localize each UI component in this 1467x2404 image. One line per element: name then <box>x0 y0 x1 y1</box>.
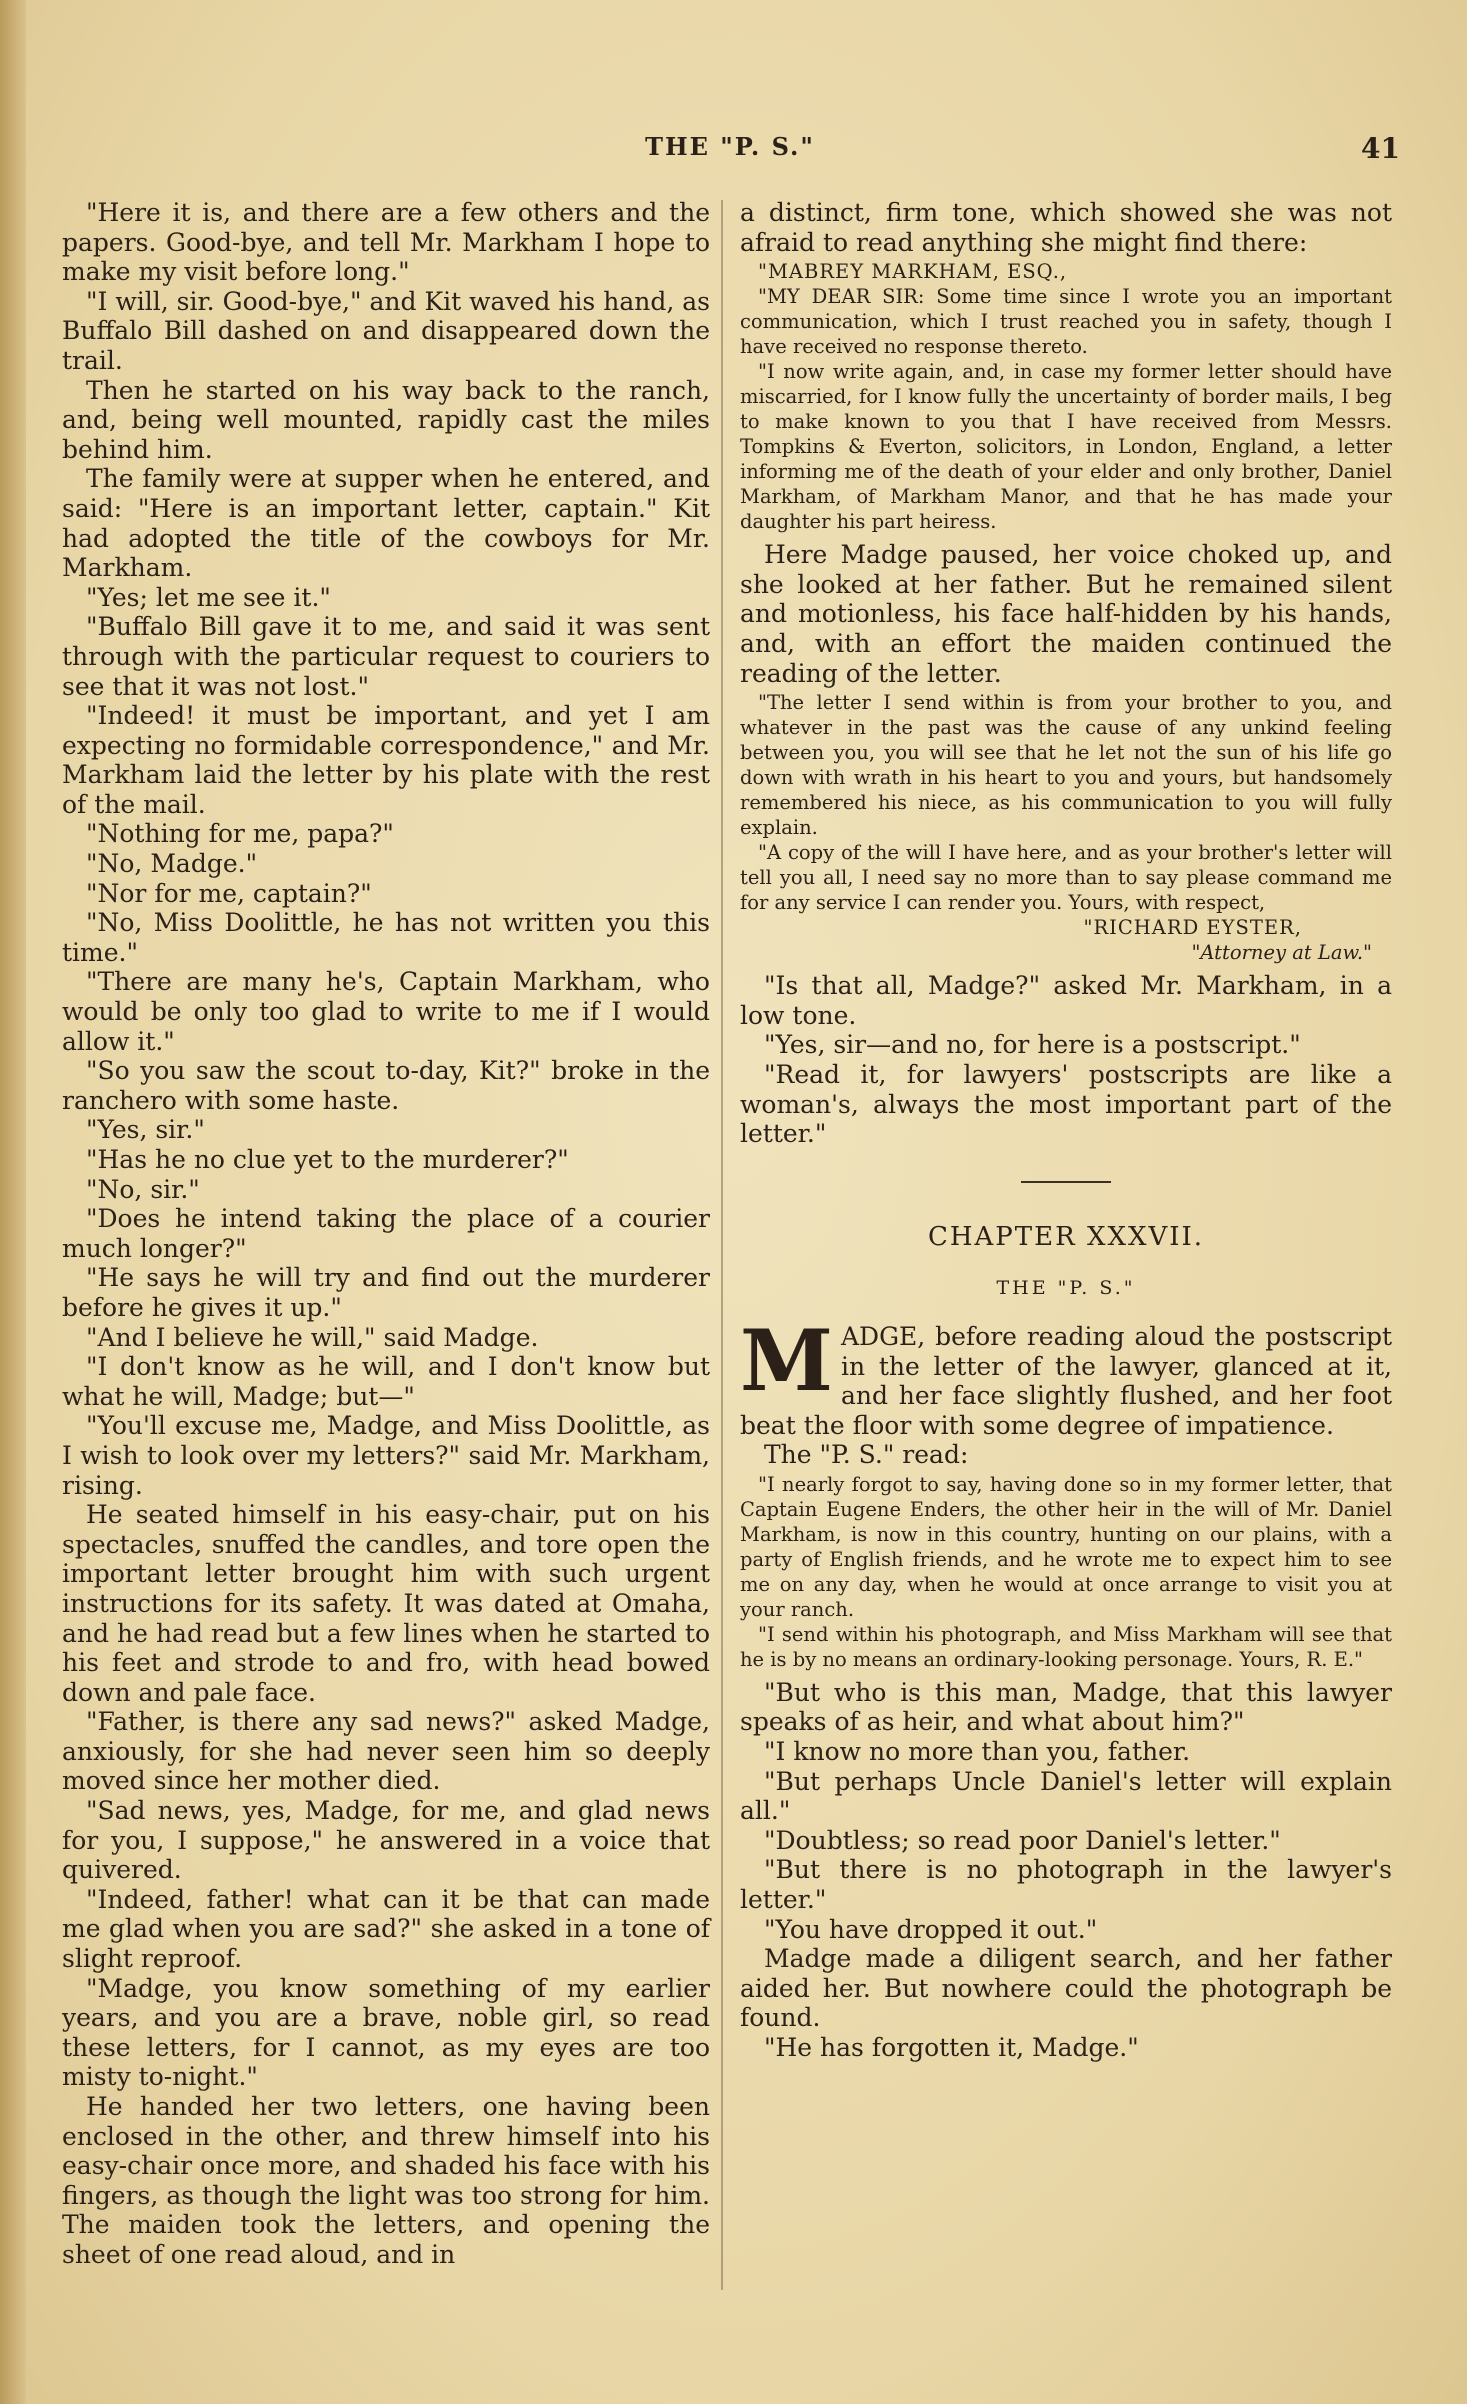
paragraph: "Madge, you know something of my earlier years, and you are a brave, noble girl, so read these letters, for I cannot, as my eyes are too misty to-night." <box>62 1973 710 2092</box>
letter-excerpt <box>740 690 1392 965</box>
section-separator <box>1021 1181 1111 1183</box>
paragraph: "Is that all, Madge?" asked Mr. Markham, in a low tone. <box>740 971 1392 1030</box>
paragraph: "Here it is, and there are a few others and the papers. Good-bye, and tell Mr. Markham I hope to make my visit before long." <box>62 198 710 287</box>
paragraph: "I will, sir. Good-bye," and Kit waved his hand, as Buffalo Bill dashed on and disappeared down the trail. <box>62 286 710 375</box>
paragraph: "He says he will try and find out the murderer before he gives it up." <box>62 1263 710 1322</box>
letter-paragraph: "A copy of the will I have here, and as your brother's letter will tell you all, I need say no more than to say please command me for any service I can render you. Yours, with respect, <box>740 841 1392 915</box>
paragraph: "Yes, sir." <box>86 1115 205 1145</box>
paragraph: "You have dropped it out." <box>764 1914 1098 1944</box>
paragraph: He seated himself in his easy-chair, put on his spectacles, snuffed the candles, and tore open the important letter brought him with such urgent instructions for its safety. It was dated at Omaha, and he had read but a few lines when he started to his feet and strode to and fro, with head bowed down and pale face. <box>62 1500 710 1707</box>
letter-paragraph: "The letter I send within is from your brother to you, and whatever in the past was the cause of any unkind feeling between you, you will see that he let not the sun of his life go down with wrath in his heart to you and yours, but handsomely remembered his niece, as his communication to you will fully explain. <box>740 691 1392 840</box>
paragraph: "Buffalo Bill gave it to me, and said it was sent through with the particular request to couriers to see that it was not lost." <box>62 612 710 701</box>
paragraph: "Has he no clue yet to the murderer?" <box>86 1145 569 1174</box>
paragraph: "I know no more than you, father. <box>764 1737 1191 1767</box>
signature-title-text: "Attorney at Law." <box>1191 941 1372 965</box>
paragraph: "Sad news, yes, Madge, for me, and glad news for you, I suppose," he answered in a voice that quivered. <box>62 1796 710 1885</box>
postscript-paragraph: "I nearly forgot to say, having done so in my former letter, that Captain Eugene Enders, the other heir in the will of Mr. Daniel Markham, is now in this country, hunting on our plains, with a party of English friends, and he wrote me to expect him to see me on any day, when he would at once arrange to visit you at your ranch. <box>740 1472 1392 1621</box>
paragraph: "So you saw the scout to-day, Kit?" broke in the ranchero with some haste. <box>62 1056 710 1115</box>
paragraph: "But who is this man, Madge, that this lawyer speaks of as heir, and what about him?" <box>740 1677 1392 1737</box>
paragraph: "Does he intend taking the place of a courier much longer?" <box>62 1204 710 1263</box>
page-number: 41 <box>1361 132 1400 165</box>
postscript-paragraph: "I send within his photograph, and Miss Markham will see that he is by no means an ordinary-looking personage. Yours, R. E." <box>740 1622 1392 1671</box>
chapter-opening-text: ADGE, before reading aloud the postscript in the letter of the lawyer, glanced at it, and her face slightly flushed, and her foot beat the floor with some degree of impatience. <box>740 1321 1392 1440</box>
chapter-subtitle: THE "P. S." <box>996 1277 1136 1300</box>
paragraph: "He has forgotten it, Madge." <box>764 2033 1139 2062</box>
paragraph: "But there is no photograph in the lawyer's letter." <box>740 1855 1392 1915</box>
paragraph: "Yes, sir—and no, for here is a postscript." <box>764 1030 1301 1060</box>
paragraph: "No, Madge." <box>86 849 258 879</box>
page-binding-edge <box>0 0 26 2404</box>
paragraph: "But perhaps Uncle Daniel's letter will explain all." <box>740 1766 1392 1826</box>
paragraph: The family were at supper when he entered, and said: "Here is an important letter, captain." Kit had adopted the title of the cowboys for Mr. Markham. <box>62 464 710 583</box>
paragraph: "No, sir." <box>86 1174 200 1204</box>
paragraph: "Yes; let me see it." <box>86 582 331 612</box>
paragraph: He handed her two letters, one having been enclosed in the other, and threw himself into his easy-chair once more, and shaded his face with his fingers, as though the light was too strong for him. The maiden took the letters, and opening the sheet of one read aloud, and in <box>62 2092 710 2269</box>
page-header <box>60 132 1400 172</box>
drop-cap: M <box>740 1310 833 1410</box>
right-column <box>740 198 1392 2063</box>
letter-paragraph: "I now write again, and, in case my former letter should have miscarried, for I know fully the uncertainty of border mails, I beg to make known to you that I have received from Messrs. Tompkins & Everton, solicitors, in London, England, a letter informing me of the death of your elder and only brother, Daniel Markham, of Markham Manor, and that he has made your daughter his part heiress. <box>740 360 1392 534</box>
left-column <box>62 198 710 2270</box>
paragraph: The "P. S." read: <box>764 1440 969 1470</box>
paragraph: "Nothing for me, papa?" <box>86 819 394 849</box>
paragraph: Here Madge paused, her voice choked up, and she looked at her father. But he remained silent and motionless, his face half-hidden by his hands, and, with an effort the maiden continued the reading of the letter. <box>740 540 1392 688</box>
paragraph: "Father, is there any sad news?" asked Madge, anxiously, for she had never seen him so deeply moved since her mother died. <box>62 1707 710 1796</box>
paragraph: a distinct, firm tone, which showed she was not afraid to read anything she might find there: <box>740 198 1392 257</box>
letter-signature-title <box>740 940 1392 965</box>
letter-salutation: "MABREY MARKHAM, ESQ., <box>758 260 1068 284</box>
running-head: THE "P. S." <box>645 132 815 161</box>
column-divider <box>721 200 723 2290</box>
postscript-excerpt <box>740 1472 1392 1672</box>
letter-signature-name: "RICHARD EYSTER, <box>1083 916 1302 940</box>
chapter-opening <box>740 1310 1392 1440</box>
paragraph: "Read it, for lawyers' postscripts are like a woman's, always the most important part of the letter." <box>740 1059 1392 1149</box>
paragraph: Then he started on his way back to the ranch, and, being well mounted, rapidly cast the miles behind him. <box>62 375 710 464</box>
paragraph: "I don't know as he will, and I don't know but what he will, Madge; but—" <box>62 1352 710 1411</box>
paragraph: "Nor for me, captain?" <box>86 878 372 908</box>
paragraph: "Indeed, father! what can it be that can made me glad when you are sad?" she asked in a tone of slight reproof. <box>62 1884 710 1974</box>
paragraph: Madge made a diligent search, and her father aided her. But nowhere could the photograph be found. <box>740 1944 1392 2033</box>
letter-excerpt <box>740 259 1392 534</box>
paragraph: "Doubtless; so read poor Daniel's letter." <box>764 1825 1281 1855</box>
paragraph: "There are many he's, Captain Markham, who would be only too glad to write to me if I would allow it." <box>62 967 710 1056</box>
chapter-title: CHAPTER XXXVII. <box>927 1221 1205 1252</box>
paragraph: "You'll excuse me, Madge, and Miss Doolittle, as I wish to look over my letters?" said Mr. Markham, rising. <box>62 1411 710 1500</box>
paragraph: "No, Miss Doolittle, he has not written you this time." <box>62 908 710 967</box>
paragraph: "And I believe he will," said Madge. <box>86 1322 539 1352</box>
paragraph: "Indeed! it must be important, and yet I am expecting no formidable correspondence," and Mr. Markham laid the letter by his plate with the rest of the mail. <box>62 701 710 819</box>
letter-paragraph: "MY DEAR SIR: Some time since I wrote you an important communication, which I trust reached you in safety, though I have received no response thereto. <box>740 285 1392 359</box>
